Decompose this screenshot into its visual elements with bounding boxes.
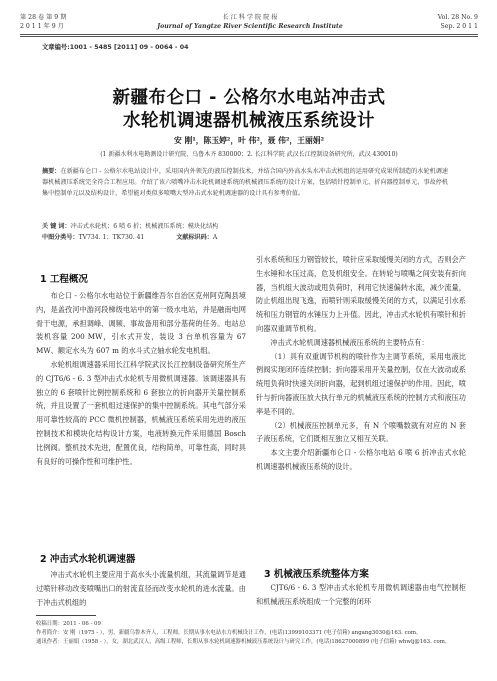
doccode-value: A bbox=[212, 234, 218, 241]
right-paragraph-4: （2）机械液压控制单元多，有 N 个喷嘴数就有对应的 N 套子液压系统，它们既相互独立又相互关联。 bbox=[256, 420, 466, 444]
footnote-received: 收稿日期：2011 - 06 - 09 bbox=[36, 621, 101, 627]
classification-line bbox=[42, 232, 448, 243]
abstract-label: 摘要： bbox=[42, 168, 61, 175]
header-volume-en: Vol. 28 No. 9 bbox=[437, 14, 478, 21]
affiliation: (1 新疆水利水电勘测设计研究院，乌鲁木齐 830000；2. 长江科学院 武汉长江控制设备研究所，武汉 430010) bbox=[100, 151, 398, 158]
abstract bbox=[42, 166, 448, 199]
footnote-rule bbox=[36, 615, 96, 616]
clc-value: TV734. 1；TK730. 41 bbox=[78, 234, 145, 241]
header-journal-en: Journal of Yangtze River Scientific Research Institute bbox=[157, 23, 343, 30]
header-volume-cn: 第 28 卷 第 9 期 bbox=[20, 14, 67, 21]
keywords-line bbox=[42, 221, 448, 232]
footnote-author-bio: 作者简介：安 刚（1975 - ），男，新疆乌鲁木齐人，工程师，长期从事水电站水力机械设计工作，(电话)13999103371 (电子信箱) angang3030@163. com。 bbox=[36, 630, 422, 636]
section-3-paragraph-1: CJT6/6 - 6. 3 型冲击式水轮机专用微机调速器由电气控制柜和机械液压系统组成一个完整的闭环 bbox=[256, 583, 466, 606]
header-date-cn: 2 0 1 1 年 9 月 bbox=[20, 23, 64, 30]
section-2-paragraph-1: 冲击式水轮机主要应用于高水头小流量机组，其流量调节是通过喷针移动改变喷嘴出口的射流直径而改变水轮机的进水流量。由于冲击式机组的 bbox=[36, 570, 246, 607]
keywords-text: 冲击式水轮机；6 喷 6 折；机械液压系统；模块化结构 bbox=[70, 223, 219, 230]
right-paragraph-5: 本文主要介绍新疆布仑口 - 公格尔电站 6 喷 6 折冲击式水轮机调速器机械液压系统的设计。 bbox=[256, 448, 466, 471]
footnote-corresponding: 通讯作者：王丽娟（1958 - ），女，湖北武汉人，高级工程师，长期从事水轮机调速器机械液压系统设计与研究工作，(电话)18627000899 (电子信箱) whwlj@163. com。 bbox=[36, 639, 451, 645]
right-paragraph-1: 引水系统和压力钢管较长，喷针应采取缓慢关闭的方式，否则会产生水锤和水压过高，危及机组安全。在转轮与喷嘴之间安装有折向器，当机组大波动或甩负荷时，利用它快速偏转水流，减少流量，防止机组出现飞逸，而喷针则采取缓慢关闭的方式，以满足引水系统和压力钢管的水锤压力上升值。因此，冲击式水轮机有喷针和折向器双重调节机构。 bbox=[256, 255, 466, 333]
right-paragraph-3: （1）具有双重调节机构的喷针作为主调节系统，采用电液比例阀实现闭环连续控制；折向器采用开关量控制，仅在大波动或系统甩负荷时快速关闭折向器，起到机组过速保护的作用。因此，喷针与折向器液压放大执行单元的机械液压系统的控制方式和液压功率是不同的。 bbox=[256, 351, 466, 416]
title-line-2: 水轮机调速器机械液压系统设计 bbox=[123, 111, 375, 131]
header-date-en: Sep. 2 0 1 1 bbox=[440, 23, 478, 30]
author-list: 安 刚¹，陈玉婷²，叶 伟²，聂 伟²，王丽娟² bbox=[174, 136, 324, 145]
header-journal-cn: 长 江 科 学 院 院 报 bbox=[222, 14, 278, 21]
header-rule-bottom bbox=[20, 36, 478, 37]
section-2-heading: 2 冲击式水轮机调速器 bbox=[40, 554, 136, 565]
section-1-paragraph-1: 布仑口 - 公格尔水电站位于新疆维吾尔自治区克州阿克陶县境内，是盖孜河中游河段梯级电站中的第一级水电站，并是融南电网骨干电源，承担调峰、调频、事故备用和部分基荷的任务。电站总装机容量 200 MW，引水式开发，装设 3 台单机容量为 67 MW、额定水头为 607 m 的水斗式立轴水轮发电机组。 bbox=[36, 291, 246, 356]
clc-label: 中图分类号： bbox=[42, 234, 79, 241]
section-1-body bbox=[36, 289, 246, 468]
footnotes bbox=[36, 620, 472, 647]
article-id: 文章编号:1001 - 5485 [2011] 09 - 0064 - 04 bbox=[42, 44, 189, 51]
right-column-body bbox=[256, 253, 466, 474]
section-2-body bbox=[36, 568, 246, 609]
header-rule-top bbox=[20, 34, 478, 35]
section-1-heading: 1 工程概况 bbox=[40, 274, 88, 285]
section-1-paragraph-2: 水轮机组调速器采用长江科学院武汉长江控制设备研究所生产的 CJT6/6 - 6. 3 型冲击式水轮机专用微机调速器。该调速器具有独立的 6 套喷针比例控制系统和 6 套独立的折向器开关量控制系统，并且设置了一套机组过速保护的集中控制系统。其电气部分采用可靠性较高的 PCC 微机控制器，机械液压系统采用先进的液压控制技术和模块化结构设计方案，电液转换元件采用德国 Bosch 比例阀。整机技术先进，配置优良，结构简单，可靠性高，同时具有良好的可操作性和可维护性。 bbox=[36, 359, 246, 466]
keywords-label: 关 键 词： bbox=[42, 223, 71, 230]
section-3-heading: 3 机械液压系统整体方案 bbox=[264, 569, 369, 580]
title-line-1: 新疆布仑口 - 公格尔水电站冲击式 bbox=[112, 88, 386, 108]
abstract-text: 在新疆布仑口 - 公格尔水电站设计中，采用国内外领先的液压控制技术，并结合国内外高水头水冲击式机组的运用研究成果所制造的水轮机调速器机械液压系统完全符合工程应用。介绍了该六喷嘴冲击水轮机调速系统的机械液压系统的设计方案，包括喷针控制单元、折向器控制单元、事故停机集中控制单元以及结构设计，希望能对类似多喷嘴大型冲击式水轮机调速器的设计具有参考价值。 bbox=[42, 168, 449, 197]
doccode-label: 文献标识码： bbox=[176, 234, 213, 241]
section-3-body bbox=[256, 581, 466, 609]
right-paragraph-2: 冲击式水轮机调速器机械液压系统的主要特点有： bbox=[270, 337, 429, 347]
